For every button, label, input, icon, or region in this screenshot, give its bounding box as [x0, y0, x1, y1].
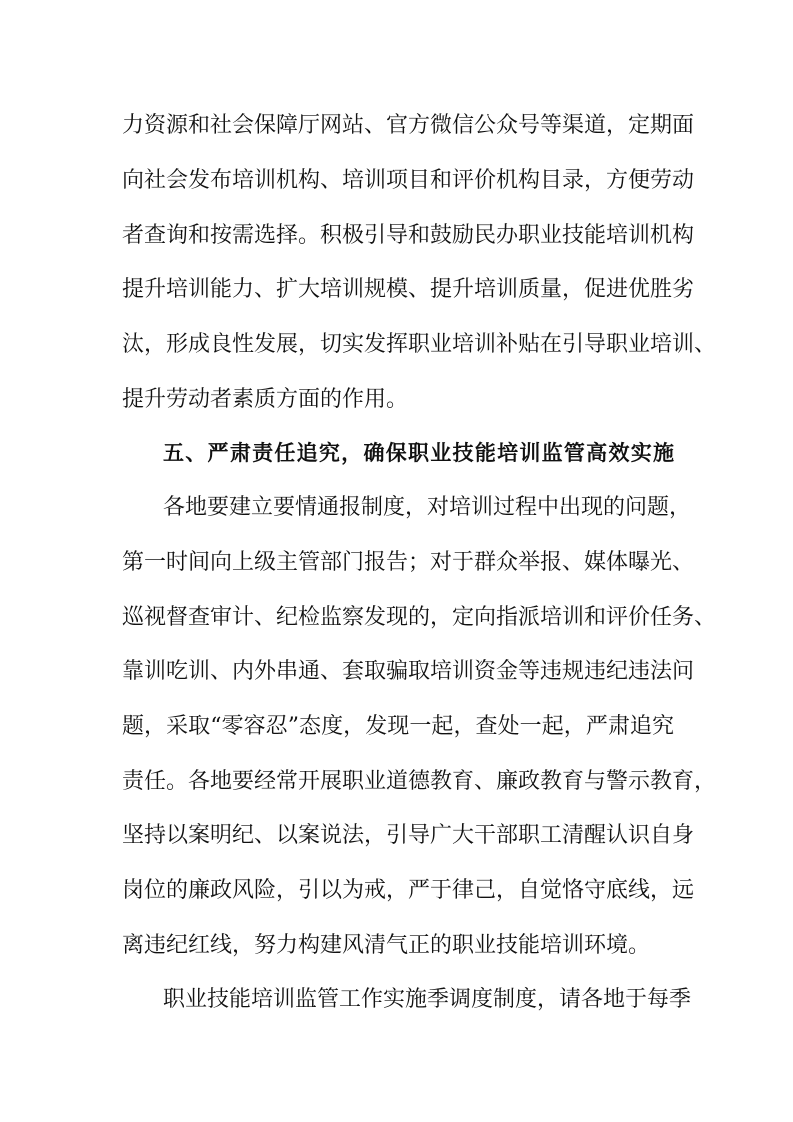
paragraph-2-line-2: 第一时间向上级主管部门报告；对于群众举报、媒体曝光、 [122, 550, 695, 575]
paragraph-2-line-5: 题，采取“零容忍”态度，发现一起，查处一起，严肃追究 [122, 714, 674, 739]
section-heading: 五、严肃责任追究，确保职业技能培训监管高效实施 [163, 441, 674, 465]
paragraph-1-line-5: 汰，形成良性发展，切实发挥职业培训补贴在引导职业培训、 [122, 332, 717, 357]
paragraph-1-line-2: 向社会发布培训机构、培训项目和评价机构目录，方便劳动 [122, 168, 695, 193]
paragraph-2-line-3: 巡视督查审计、纪检监察发现的，定向指派培训和评价任务、 [122, 605, 717, 630]
paragraph-1-line-1: 力资源和社会保障厅网站、官方微信公众号等渠道，定期面 [122, 113, 695, 138]
paragraph-1-line-3: 者查询和按需选择。积极引导和鼓励民办职业技能培训机构 [122, 223, 695, 248]
paragraph-2-line-8: 岗位的廉政风险，引以为戒，严于律己，自觉恪守底线，远 [122, 878, 695, 903]
paragraph-1-line-4: 提升培训能力、扩大培训规模、提升培训质量，促进优胜劣 [122, 277, 695, 302]
paragraph-2-line-9: 离违纪红线，努力构建风清气正的职业技能培训环境。 [122, 933, 651, 958]
paragraph-2-line-7: 坚持以案明纪、以案说法，引导广大干部职工清醒认识自身 [122, 823, 695, 848]
paragraph-2-line-6: 责任。各地要经常开展职业道德教育、廉政教育与警示教育， [122, 769, 717, 794]
paragraph-2-line-4: 靠训吃训、内外串通、套取骗取培训资金等违规违纪违法问 [122, 659, 695, 684]
paragraph-1-line-6: 提升劳动者素质方面的作用。 [122, 387, 409, 412]
paragraph-2-line-1: 各地要建立要情通报制度，对培训过程中出现的问题， [163, 495, 692, 520]
paragraph-3-line-1: 职业技能培训监管工作实施季调度制度，请各地于每季 [163, 987, 692, 1012]
